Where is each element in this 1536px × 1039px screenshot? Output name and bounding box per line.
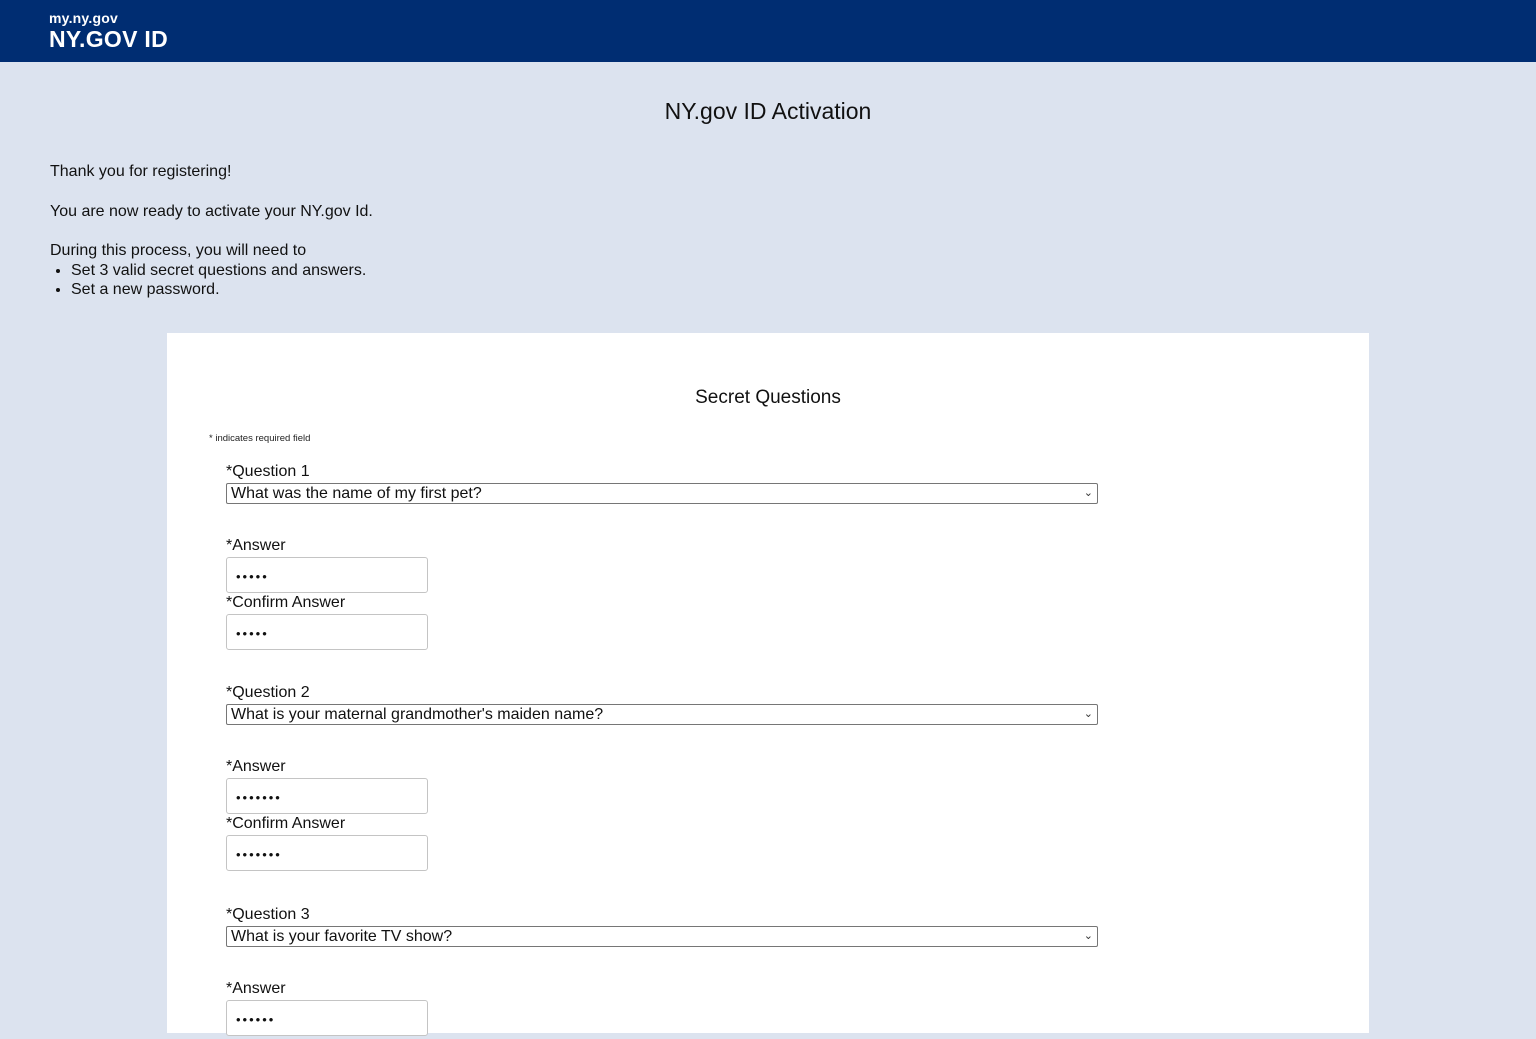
answer-1-label: *Answer (226, 537, 286, 554)
confirm-answer-2-label: *Confirm Answer (226, 815, 346, 832)
list-item: • Set 3 valid secret questions and answers. (71, 261, 373, 281)
answer-3-input[interactable]: •••••• (226, 1000, 428, 1036)
site-header (0, 0, 1536, 62)
site-name[interactable]: my.ny.gov (49, 10, 118, 26)
question-3-selected: What is your favorite TV show? (231, 928, 453, 945)
question-3-select[interactable] (226, 926, 1098, 947)
chevron-down-icon: ⌄ (1083, 487, 1093, 499)
question-2-selected: What is your maternal grandmother's maiden name? (231, 706, 604, 723)
question-2-label: *Question 2 (226, 684, 310, 701)
confirm-answer-1-input[interactable]: ••••• (226, 614, 428, 650)
steps-list (50, 261, 373, 300)
answer-2-label: *Answer (226, 758, 286, 775)
answer-2-input[interactable]: ••••••• (226, 778, 428, 814)
confirm-answer-1-label: *Confirm Answer (226, 594, 346, 611)
question-1-selected: What was the name of my first pet? (231, 485, 482, 502)
question-1-select[interactable] (226, 483, 1098, 504)
question-3-label: *Question 3 (226, 906, 310, 923)
question-2-select[interactable] (226, 704, 1098, 725)
chevron-down-icon: ⌄ (1083, 708, 1093, 720)
ready-text: You are now ready to activate your NY.gov Id. (50, 202, 373, 220)
intro-text (50, 162, 373, 300)
page-title: NY.gov ID Activation (664, 98, 872, 124)
secret-questions-card (167, 333, 1369, 1033)
answer-1-input[interactable]: ••••• (226, 557, 428, 593)
thanks-text: Thank you for registering! (50, 163, 232, 180)
section-title: Secret Questions (695, 387, 841, 408)
confirm-answer-2-input[interactable]: ••••••• (226, 835, 428, 871)
chevron-down-icon: ⌄ (1083, 930, 1093, 942)
process-intro: During this process, you will need to (50, 242, 307, 259)
required-note: * indicates required field (209, 433, 311, 444)
brand-logo-text[interactable]: NY.GOV ID (49, 26, 169, 52)
list-item: • Set a new password. (71, 280, 373, 300)
answer-3-label: *Answer (226, 980, 286, 997)
question-1-label: *Question 1 (226, 463, 310, 480)
